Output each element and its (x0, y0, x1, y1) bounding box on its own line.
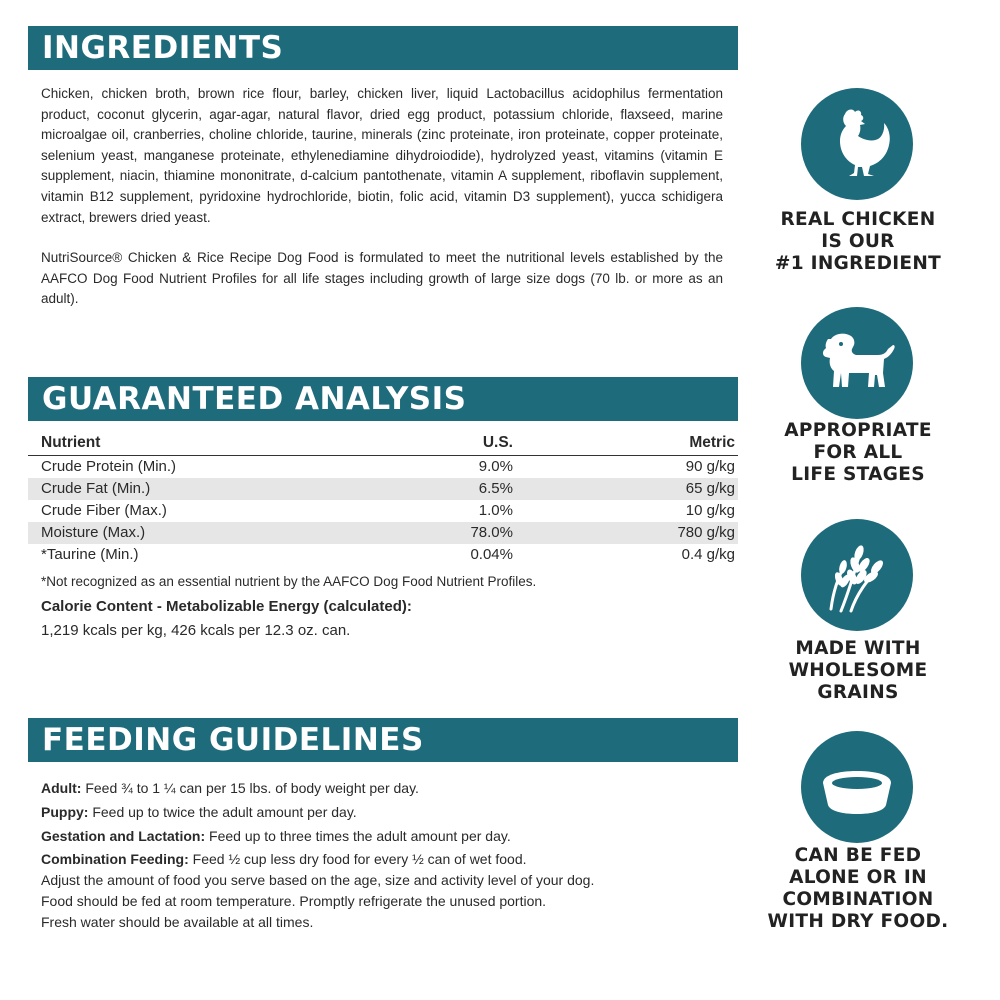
metric-value: 0.4 g/kg (681, 546, 735, 563)
feeding-item-combination (41, 849, 731, 870)
feeding-text: Feed ½ cup less dry food for every ½ can of wet food. (188, 851, 527, 868)
nutrient-name: Moisture (Max.) (41, 524, 146, 541)
feeding-header (28, 718, 738, 762)
analysis-table-header (28, 432, 738, 456)
feeding-text: Feed up to three times the adult amount per day. (205, 827, 511, 844)
column-nutrient: Nutrient (41, 434, 101, 451)
nutrient-name: Crude Fat (Min.) (41, 480, 151, 497)
table-row (28, 522, 738, 544)
grains-caption (760, 638, 956, 704)
wheat-icon (801, 519, 913, 631)
us-value: 78.0% (470, 524, 513, 541)
table-row (28, 544, 738, 566)
feeding-label: Combination Feeding: (41, 851, 189, 868)
feeding-body (41, 778, 731, 933)
caption-line: #1 INGREDIENT (774, 253, 942, 274)
us-value: 9.0% (478, 458, 513, 475)
ingredients-body (41, 84, 723, 330)
analysis-heading: GUARANTEED ANALYSIS (42, 381, 467, 417)
feeding-item-gestation (41, 826, 731, 847)
bowl-badge (801, 731, 913, 843)
analysis-table (28, 432, 738, 566)
feeding-text: Feed ¾ to 1 ¼ can per 15 lbs. of body weight per day. (81, 780, 419, 796)
feeding-note: Fresh water should be available at all times. (41, 913, 314, 930)
feeding-note: Food should be fed at room temperature. Promptly refrigerate the unused portion. (41, 892, 547, 909)
analysis-footnote: *Not recognized as an essential nutrient by the AAFCO Dog Food Nutrient Profiles. (41, 574, 537, 589)
wheat-badge (801, 519, 913, 631)
metric-value: 90 g/kg (685, 458, 735, 475)
metric-value: 780 g/kg (677, 524, 735, 541)
feeding-text: Feed up to twice the adult amount per day. (88, 803, 357, 820)
bowl-icon (801, 731, 913, 843)
chicken-caption (760, 209, 956, 275)
feeding-note: Adjust the amount of food you serve based on the age, size and activity level of your dog. (41, 872, 595, 889)
puppy-icon (801, 307, 913, 419)
feeding-item-adult (41, 778, 731, 799)
caption-line: REAL CHICKEN (780, 209, 936, 230)
feeding-label: Gestation and Lactation: (41, 827, 206, 844)
us-value: 1.0% (478, 502, 513, 519)
caption-line: WITH DRY FOOD. (767, 911, 949, 932)
chicken-icon (801, 88, 913, 200)
caption-line: FOR ALL (813, 442, 903, 463)
ingredients-heading: INGREDIENTS (42, 30, 284, 66)
column-metric: Metric (689, 434, 735, 451)
caption-line: COMBINATION (782, 889, 934, 910)
metric-value: 65 g/kg (685, 480, 735, 497)
nutrient-name: Crude Protein (Min.) (41, 458, 177, 475)
combination-caption (760, 845, 956, 933)
aafco-statement: NutriSource® Chicken & Rice Recipe Dog Food is formulated to meet the nutritional levels established by the AAFCO Dog Food Nutrient Profiles for all life stages including growth of large size dogs (70 lb. or more as an adult). (41, 250, 723, 307)
feeding-item-puppy (41, 802, 731, 823)
feeding-label: Adult: (41, 780, 82, 796)
table-row (28, 478, 738, 500)
nutrient-name: Crude Fiber (Max.) (41, 502, 167, 519)
table-row (28, 456, 738, 478)
column-us: U.S. (482, 434, 513, 451)
feeding-label: Puppy: (41, 803, 89, 820)
life-stages-caption (760, 420, 956, 486)
us-value: 0.04% (470, 546, 513, 563)
metric-value: 10 g/kg (685, 502, 735, 519)
caption-line: APPROPRIATE (784, 420, 932, 441)
table-row (28, 500, 738, 522)
calorie-heading: Calorie Content - Metabolizable Energy (calculated): (41, 598, 412, 615)
ingredients-list: Chicken, chicken broth, brown rice flour, barley, chicken liver, liquid Lactobacillus acidophilus fermentation product, coconut glycerin, agar-agar, natural flavor, dried egg product, potassium chloride, flaxseed, marine microalgae oil, cranberries, choline chloride, taurine, minerals (zinc proteinate, iron proteinate, copper proteinate, selenium yeast, manganese proteinate, ethylenediamine dihydroiodide), hydrolyzed yeast, vitamins (vitamin E supplement, niacin, thiamine mononitrate, d-calcium pantothenate, vitamin A supplement, riboflavin supplement, vitamin B12 supplement, pyridoxine hydrochloride, biotin, folic acid, vitamin D3 supplement), yucca schidigera extract, brewers dried yeast. (41, 86, 723, 225)
feeding-heading: FEEDING GUIDELINES (42, 722, 424, 758)
caption-line: CAN BE FED (794, 845, 922, 866)
puppy-badge (801, 307, 913, 419)
calorie-value: 1,219 kcals per kg, 426 kcals per 12.3 oz. can. (41, 622, 351, 639)
caption-line: IS OUR (821, 231, 895, 252)
caption-line: GRAINS (817, 682, 899, 703)
caption-line: MADE WITH (795, 638, 921, 659)
nutrient-name: *Taurine (Min.) (41, 546, 139, 563)
us-value: 6.5% (478, 480, 513, 497)
ingredients-header (28, 26, 738, 70)
caption-line: WHOLESOME (788, 660, 928, 681)
caption-line: LIFE STAGES (791, 464, 925, 485)
caption-line: ALONE OR IN (789, 867, 927, 888)
analysis-header (28, 377, 738, 421)
chicken-badge (801, 88, 913, 200)
